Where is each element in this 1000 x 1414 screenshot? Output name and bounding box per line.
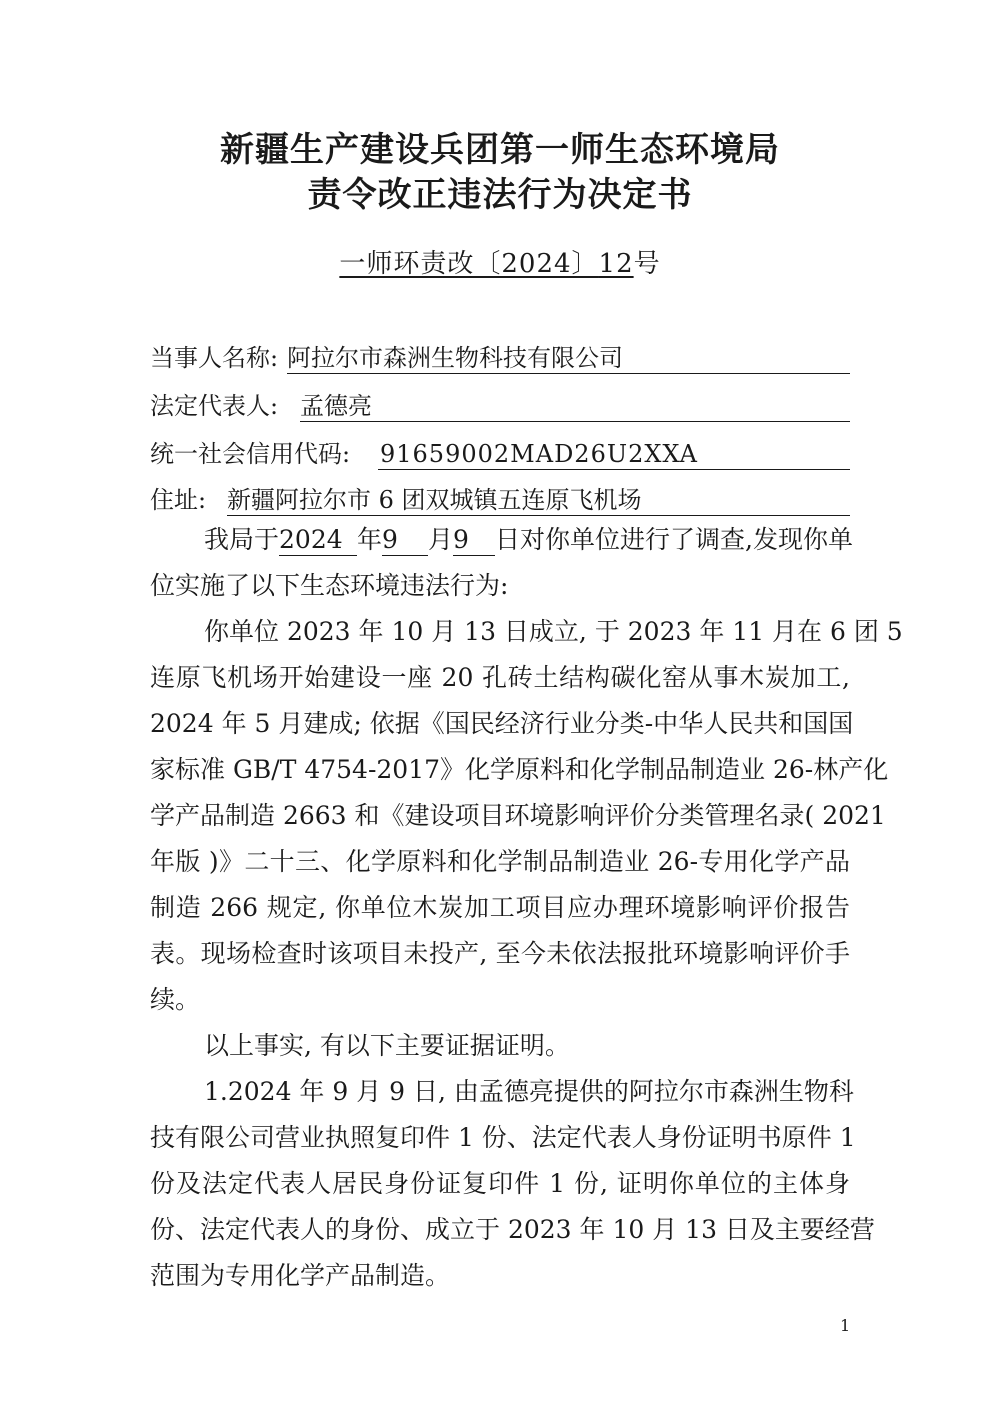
party-name-value: 阿拉尔市森洲生物科技有限公司 [287, 344, 623, 372]
intro-year-unit: 年 [357, 525, 383, 554]
credit-code-label: 统一社会信用代码: [150, 440, 351, 468]
party-name-field [150, 340, 850, 376]
address-field [150, 482, 850, 518]
violation-line: 2024 年 5 月建成; 依据《国民经济行业分类-中华人民共和国国 [150, 709, 854, 738]
intro-month-unit: 月 [428, 525, 454, 554]
legal-representative-value: 孟德亮 [300, 392, 372, 420]
intro-day: 9 [453, 525, 495, 556]
violation-line: 连原飞机场开始建设一座 20 孔砖土结构碳化窑从事木炭加工, [150, 663, 850, 692]
legal-representative-underline [300, 421, 850, 422]
violation-line: 制造 266 规定, 你单位木炭加工项目应办理环境影响评价报告 [150, 893, 850, 922]
violation-line: 家标准 GB/T 4754-2017》化学原料和化学制品制造业 26-林产化 [150, 755, 889, 784]
party-name-label: 当事人名称: [150, 344, 279, 372]
evidence-line: 范围为专用化学产品制造。 [150, 1261, 451, 1290]
address-label: 住址: [150, 486, 207, 514]
evidence-line: 份及法定代表人居民身份证复印件 1 份, 证明你单位的主体身 [150, 1169, 850, 1198]
evidence-line: 技有限公司营业执照复印件 1 份、法定代表人身份证明书原件 1 [150, 1123, 856, 1152]
legal-representative-field [150, 388, 850, 424]
legal-representative-label: 法定代表人: [150, 392, 279, 420]
intro-suffix: 日对你单位进行了调查,发现你单 [495, 525, 853, 554]
page-number: 1 [840, 1316, 851, 1335]
violation-line: 年版 )》二十三、化学原料和化学制品制造业 26-专用化学产品 [150, 847, 850, 876]
credit-code-value: 91659002MAD26U2XXA [380, 440, 698, 468]
title-document-type: 责令改正违法行为决定书 [307, 175, 693, 215]
violation-line: 表。现场检查时该项目未投产, 至今未依法报批环境影响评价手 [150, 939, 850, 968]
credit-code-underline [378, 469, 850, 470]
title-agency: 新疆生产建设兵团第一师生态环境局 [220, 130, 780, 170]
violation-line: 续。 [150, 985, 201, 1014]
address-value: 新疆阿拉尔市 6 团双城镇五连原飞机场 [227, 486, 642, 514]
address-underline [227, 515, 850, 516]
evidence-line: 1.2024 年 9 月 9 日, 由孟德亮提供的阿拉尔市森洲生物科 [204, 1077, 854, 1106]
intro-year: 2024 [279, 525, 357, 556]
credit-code-field [150, 436, 850, 472]
violation-line: 你单位 2023 年 10 月 13 日成立, 于 2023 年 11 月在 6 团 5 [204, 617, 903, 646]
document-number-suffix: 号 [633, 249, 661, 279]
intro-line-1 [204, 517, 853, 563]
document-number-prefix: 一师环责改〔2024〕 [339, 249, 599, 279]
evidence-line: 份、法定代表人的身份、成立于 2023 年 10 月 13 日及主要经营 [150, 1215, 875, 1244]
document-number-value: 12 [598, 249, 634, 279]
intro-month: 9 [382, 525, 428, 556]
document-number [0, 246, 1000, 282]
evidence-intro: 以上事实, 有以下主要证据证明。 [204, 1031, 570, 1060]
party-name-underline [287, 373, 850, 374]
intro-line-2: 位实施了以下生态环境违法行为: [150, 571, 509, 600]
intro-prefix: 我局于 [204, 525, 280, 554]
violation-line: 学产品制造 2663 和《建设项目环境影响评价分类管理名录( 2021 [150, 801, 886, 830]
